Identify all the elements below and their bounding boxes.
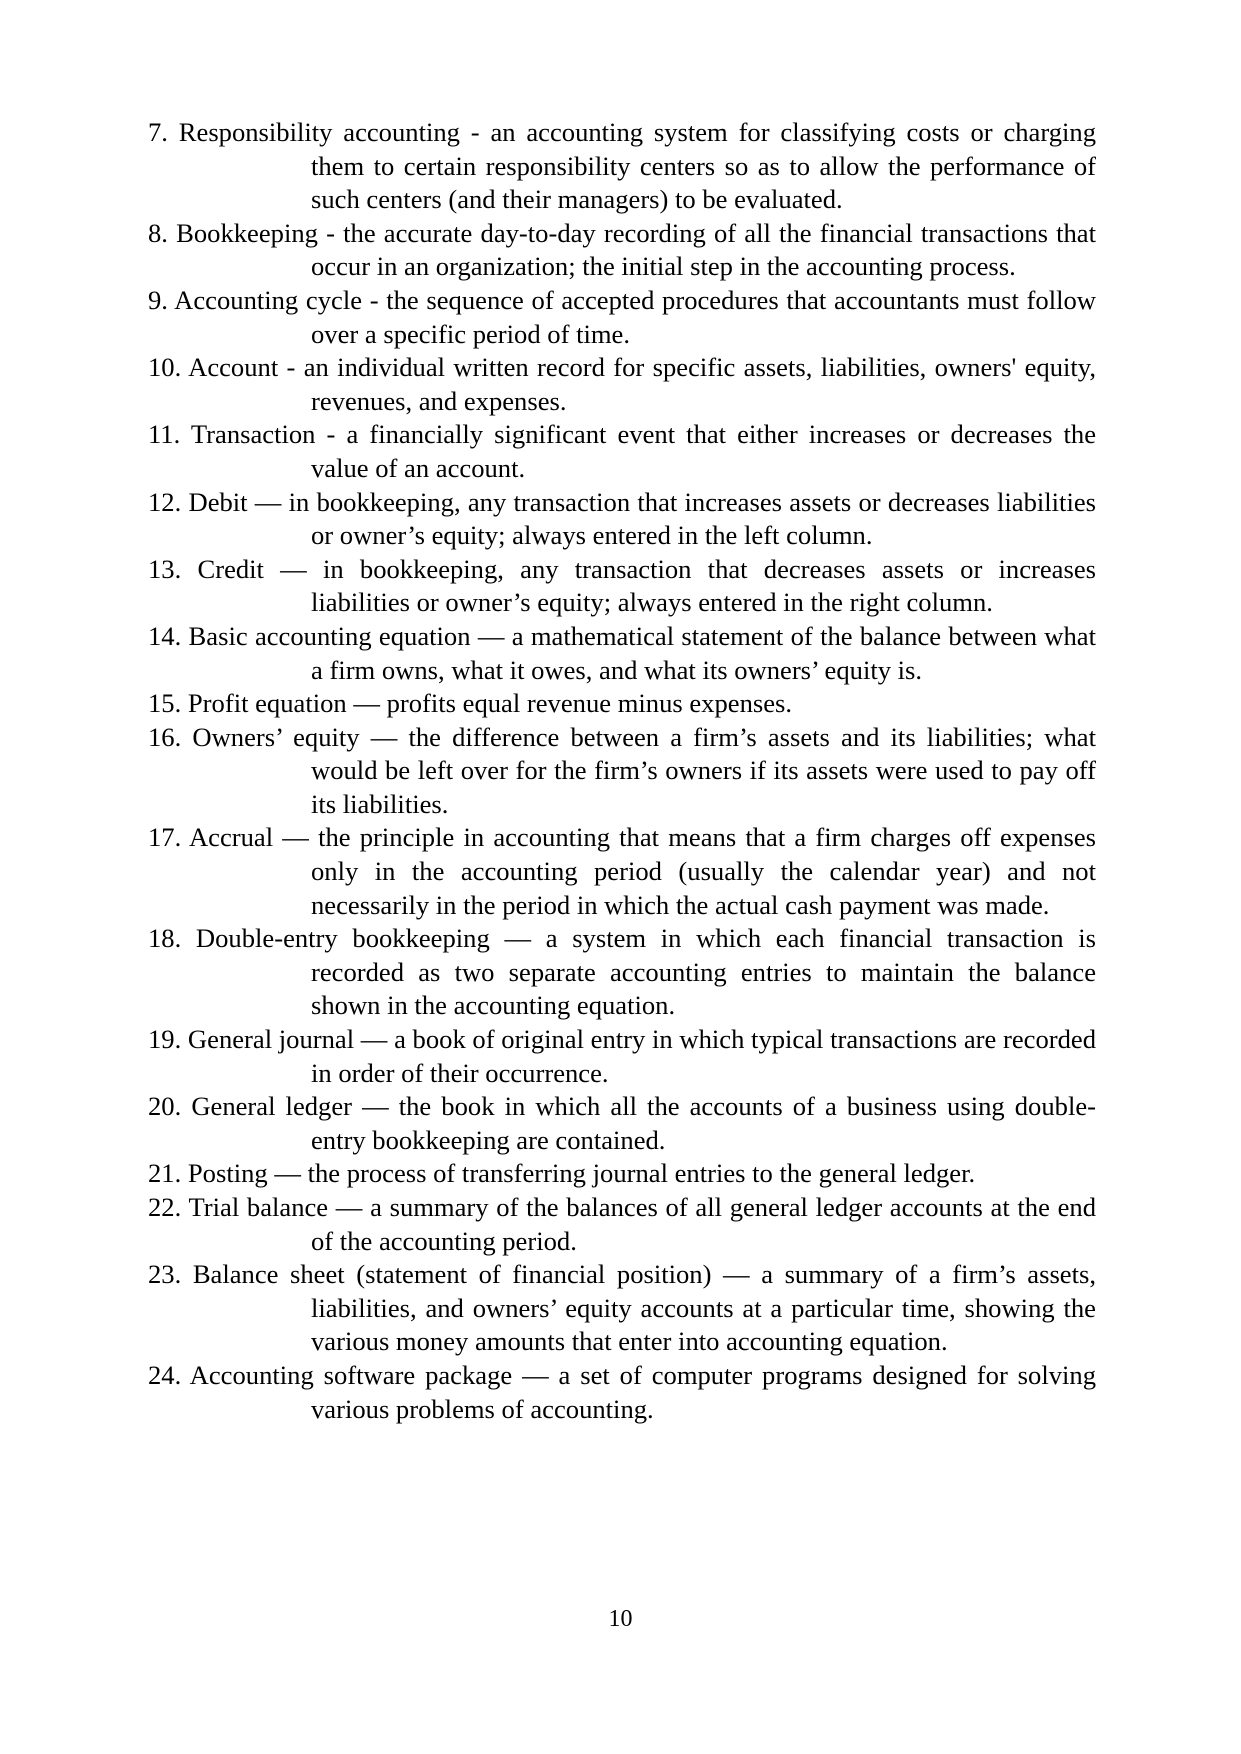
glossary-entry-21: 21. Posting — the process of transferring journal entries to the general ledger. — [148, 1158, 976, 1189]
glossary-entry-16: 16. Owners’ equity — the difference between a firm’s assets and its liabilities; what would be left over for the firm’s owners if its assets were used to pay off its liabilities. — [148, 721, 1096, 819]
glossary-entry-17: 17. Accrual — the principle in accounting that means that a firm charges off expenses only in the accounting period (usually the calendar year) and not necessarily in the period in which the actual cash payment was made. — [148, 822, 1096, 920]
glossary-entry-24: 24. Accounting software package — a set of computer programs designed for solving various problems of accounting. — [148, 1359, 1096, 1424]
glossary-list — [148, 116, 1096, 1426]
glossary-entry-13: 13. Credit — in bookkeeping, any transaction that decreases assets or increases liabilities or owner’s equity; always entered in the right column. — [148, 553, 1096, 618]
glossary-entry-11: 11. Transaction - a financially significant event that either increases or decreases the value of an account. — [148, 419, 1096, 483]
glossary-entry-22: 22. Trial balance — a summary of the balances of all general ledger accounts at the end of the accounting period. — [148, 1192, 1096, 1256]
glossary-entry-12: 12. Debit — in bookkeeping, any transaction that increases assets or decreases liabilities or owner’s equity; always entered in the left column. — [148, 486, 1096, 551]
page-number: 10 — [608, 1606, 633, 1632]
glossary-entry-20: 20. General ledger — the book in which all the accounts of a business using double-entry bookkeeping are contained. — [148, 1091, 1096, 1155]
glossary-entry-23: 23. Balance sheet (statement of financial position) — a summary of a firm’s assets, liabilities, and owners’ equity accounts at a particular time, showing the various money amounts that enter into accounting equation. — [148, 1259, 1096, 1357]
glossary-entry-18: 18. Double-entry bookkeeping — a system in which each financial transaction is recorded as two separate accounting entries to maintain the balance shown in the accounting equation. — [148, 923, 1096, 1021]
glossary-entry-7: 7. Responsibility accounting - an accounting system for classifying costs or charging them to certain responsibility centers so as to allow the performance of such centers (and their managers) to be evaluated. — [148, 117, 1096, 215]
glossary-entry-19: 19. General journal — a book of original entry in which typical transactions are recorded in order of their occurrence. — [148, 1024, 1096, 1088]
glossary-entry-8: 8. Bookkeeping - the accurate day-to-day recording of all the financial transactions that occur in an organization; the initial step in the accounting process. — [148, 217, 1096, 282]
glossary-entry-9: 9. Accounting cycle - the sequence of accepted procedures that accountants must follow over a specific period of time. — [148, 284, 1096, 349]
glossary-entry-10: 10. Account - an individual written record for specific assets, liabilities, owners' equity, revenues, and expenses. — [148, 352, 1096, 416]
glossary-entry-15: 15. Profit equation — profits equal revenue minus expenses. — [148, 688, 793, 719]
glossary-entry-14: 14. Basic accounting equation — a mathematical statement of the balance between what a firm owns, what it owes, and what its owners’ equity is. — [148, 620, 1096, 685]
